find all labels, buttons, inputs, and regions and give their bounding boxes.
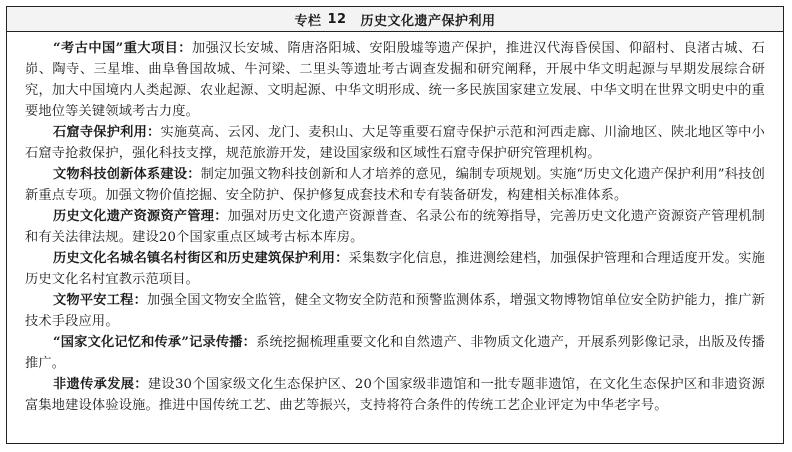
paragraph-lead: 石窟寺保护利用： xyxy=(53,125,161,140)
paragraph-cultural-memory xyxy=(25,332,765,374)
paragraph-lead: 非遗传承发展： xyxy=(53,377,148,392)
paragraph-resource-management xyxy=(25,206,765,248)
column-label: 专栏 xyxy=(294,13,322,29)
column-box xyxy=(6,6,784,444)
paragraph-lead: “国家文化记忆和传承”记录传播： xyxy=(53,335,257,350)
column-header xyxy=(7,7,783,32)
paragraph-body: 采集数字化信息，推进测绘建档，加强保护管理和合理适度开发。实施历史文化名村宜教示范项目。 xyxy=(25,251,765,287)
paragraph-body: 加强全国文物安全监管，健全文物安全防范和预警监测体系，增强文物博物馆单位安全防护能力，推广新技术手段应用。 xyxy=(25,293,765,329)
paragraph-lead: 历史文化遗产资源资产管理： xyxy=(53,209,228,224)
paragraph-body: 加强对历史文化遗产资源普查、名录公布的统筹指导，完善历史文化遗产资源资产管理机制和有关法律法规。建设20个国家重点区域考古标本库房。 xyxy=(25,209,765,245)
paragraph-historic-cities xyxy=(25,248,765,290)
paragraph-body: 实施莫高、云冈、龙门、麦积山、大足等重要石窟寺保护示范和河西走廊、川渝地区、陕北地区等中小石窟寺抢救保护，强化科技支撑，规范旅游开发，建设国家级和区域性石窟寺保护研究管理机构。 xyxy=(25,125,765,161)
column-title: 历史文化遗产保护利用 xyxy=(360,13,496,29)
paragraph-body: 建设30个国家级文化生态保护区、20个国家级非遗馆和一批专题非遗馆，在文化生态保护区和非遗资源富集地建设体验设施。推进中国传统工艺、曲艺等振兴，支持将符合条件的传统工艺企业评定为中华老字号。 xyxy=(25,377,765,413)
paragraph-tech-innovation xyxy=(25,164,765,206)
column-content xyxy=(7,32,783,416)
paragraph-body: 加强汉长安城、隋唐洛阳城、安阳殷墟等遗产保护，推进汉代海昏侯国、仰韶村、良渚古城、石峁、陶寺、三星堆、曲阜鲁国故城、牛河梁、二里头等遗址考古调查发掘和研究阐释，开展中华文明起源与早期发展综合研究，加大中国境内人类起源、农业起源、文明起源、中华文明形成、统一多民族国家建立发展、中华文明在世界文明史中的重要地位等关键领域考古力度。 xyxy=(25,41,765,119)
paragraph-lead: 文物科技创新体系建设： xyxy=(53,167,201,182)
paragraph-archaeology-china xyxy=(25,38,765,122)
paragraph-relic-safety xyxy=(25,290,765,332)
paragraph-lead: 文物平安工程： xyxy=(53,293,148,308)
paragraph-body: 制定加强文物科技创新和人才培养的意见，编制专项规划。实施“历史文化遗产保护利用”科技创新重点专项。加强文物价值挖掘、安全防护、保护修复成套技术和专有装备研发，构建相关标准体系。 xyxy=(25,167,765,203)
paragraph-intangible-heritage xyxy=(25,374,765,416)
column-number: 12 xyxy=(327,11,347,27)
paragraph-grotto-protection xyxy=(25,122,765,164)
paragraph-lead: 历史文化名城名镇名村街区和历史建筑保护利用： xyxy=(53,251,349,266)
paragraph-body: 系统挖掘梳理重要文化和自然遗产、非物质文化遗产，开展系列影像记录，出版及传播推广。 xyxy=(25,335,765,371)
paragraph-lead: “考古中国”重大项目： xyxy=(53,41,192,56)
